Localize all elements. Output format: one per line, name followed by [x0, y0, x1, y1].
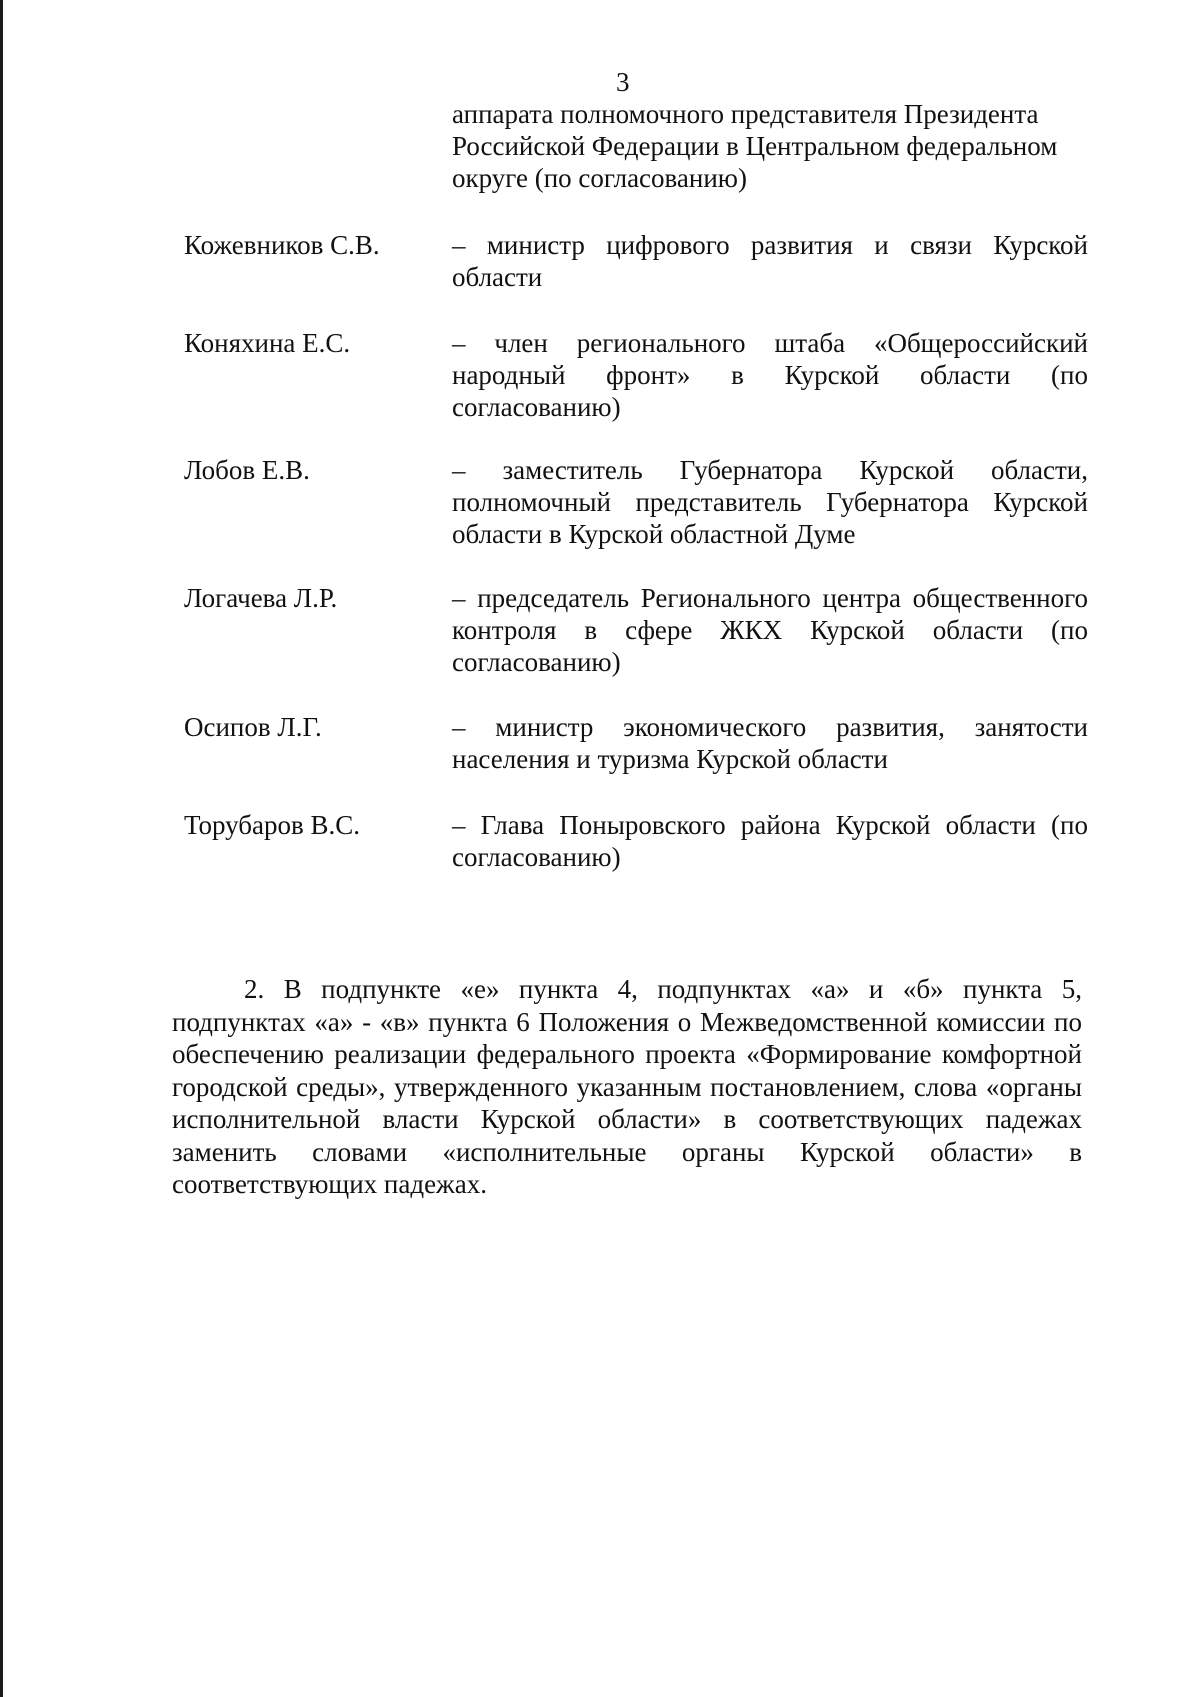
- member-name: Торубаров В.С.: [184, 810, 360, 840]
- member-name: Осипов Л.Г.: [184, 712, 322, 742]
- scan-edge: [0, 0, 3, 1697]
- member-name: Коняхина Е.С.: [184, 328, 351, 358]
- member-name: Лобов Е.В.: [184, 455, 310, 485]
- member-name: Кожевников С.В.: [184, 230, 380, 260]
- member-role: – министр экономического развития, занятости населения и туризма Курской области: [452, 712, 1088, 774]
- page-number: 3: [616, 67, 630, 97]
- member-name: Логачева Л.Р.: [184, 583, 338, 613]
- member-role: – министр цифрового развития и связи Курской области: [452, 230, 1088, 292]
- paragraph-2: 2. В подпункте «е» пункта 4, подпунктах «а» и «б» пункта 5, подпунктах «а» - «в» пункта 6 Положения о Межведомственной комиссии по обеспечению реализации федерального проекта «Формирование комфортной городской среды», утвержденного указанным постановлением, слова «органы исполнительной власти Курской области» в соответствующих падежах заменить словами «исполнительные органы Курской области» в соответствующих падежах.: [172, 974, 1082, 1199]
- member-role: – председатель Регионального центра общественного контроля в сфере ЖКХ Курской области (по согласованию): [452, 583, 1088, 677]
- member-role: – член регионального штаба «Общероссийский народный фронт» в Курской области (по согласованию): [452, 328, 1088, 422]
- member-role: – заместитель Губернатора Курской области, полномочный представитель Губернатора Курской области в Курской областной Думе: [452, 455, 1088, 549]
- intro-text: аппарата полномочного представителя Президента Российской Федерации в Центральном федеральном округе (по согласованию): [452, 99, 1058, 193]
- member-role: – Глава Поныровского района Курской области (по согласованию): [452, 810, 1088, 872]
